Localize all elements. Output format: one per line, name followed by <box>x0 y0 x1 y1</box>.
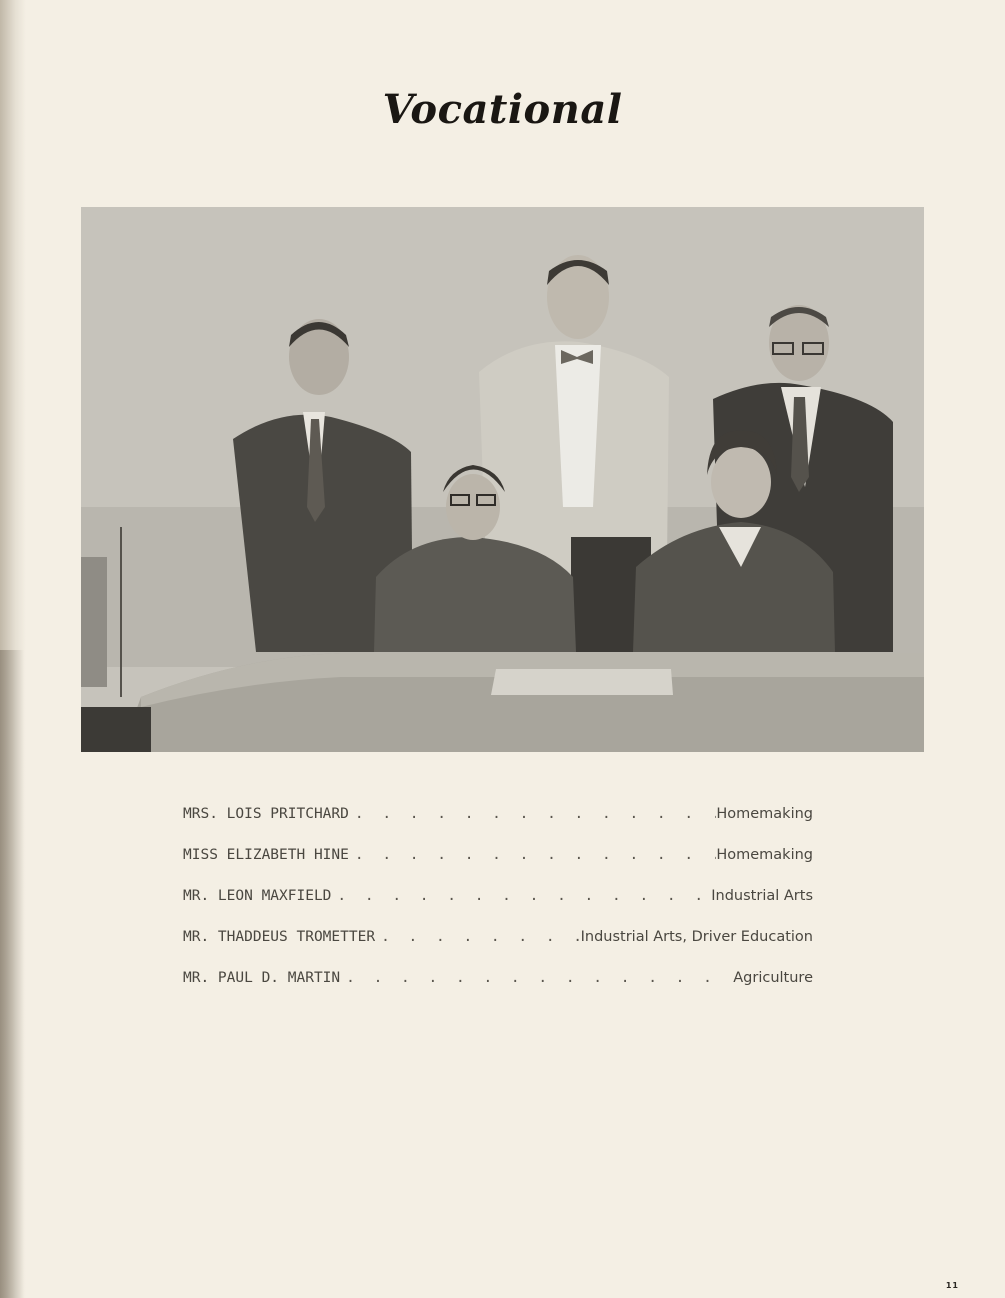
teacher-name: MR. PAUL D. MARTIN <box>183 970 341 986</box>
roster-row <box>183 888 813 929</box>
teacher-name: MR. LEON MAXFIELD <box>183 888 332 904</box>
teacher-department: Homemaking <box>716 806 813 822</box>
teacher-department: Homemaking <box>716 847 813 863</box>
roster-row <box>183 847 813 888</box>
roster-row <box>183 929 813 970</box>
desk-paper <box>491 669 673 695</box>
teacher-department: Industrial Arts <box>711 888 813 904</box>
dot-leader <box>331 888 711 904</box>
teacher-name: MR. THADDEUS TROMETTER <box>183 929 376 945</box>
page-number: 11 <box>945 1281 959 1290</box>
teacher-name: MRS. LOIS PRITCHARD <box>183 806 349 822</box>
photo-illustration <box>81 207 924 752</box>
page-title: Vocational <box>382 86 623 133</box>
roster-row <box>183 970 813 1011</box>
dot-leader <box>375 929 581 945</box>
teacher-department: Agriculture <box>733 970 813 986</box>
roster-row <box>183 806 813 847</box>
teacher-department: Industrial Arts, Driver Education <box>580 929 813 945</box>
page-binding-shadow-lower <box>0 650 24 1298</box>
faculty-group-photo <box>81 207 924 752</box>
dot-leader <box>340 970 733 986</box>
dot-leader <box>349 847 716 863</box>
teacher-name: MISS ELIZABETH HINE <box>183 847 349 863</box>
dot-leader <box>349 806 716 822</box>
faculty-roster <box>183 806 813 1011</box>
